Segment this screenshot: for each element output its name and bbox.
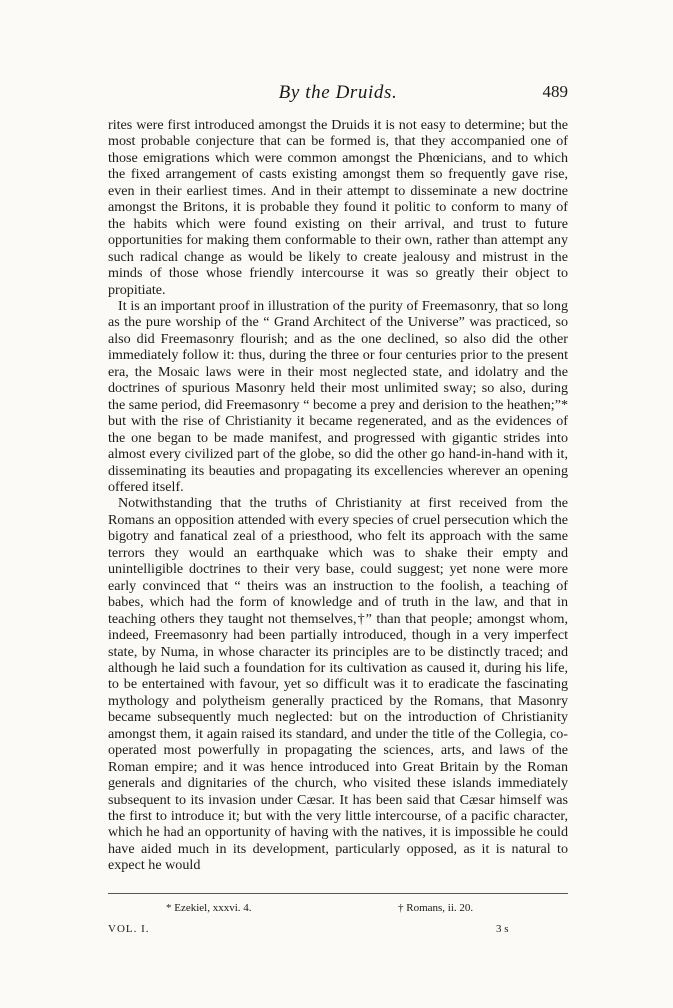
paragraph: rites were first introduced amongst the Druids it is not easy to determine; but the most probable conjecture that can be formed is, that they accompanied one of those emigrations which were common amongst the Phœnicians, and to which the fixed arrangement of casts existing amongst them so frequently gave rise, even in their earliest times. And in their attempt to disseminate a new doctrine amongst the Britons, it is probable they found it politic to conform to many of the habits which were found existing on their arrival, and trust to future opportunities for making them conformable to their own, rather than attempt any such radical change as would be likely to create jealousy and mistrust in the minds of those whose friendly intercourse it was so greatly their object to propitiate.: [108, 117, 568, 298]
running-title: By the Druids.: [278, 82, 398, 103]
signature-mark: 3 s: [496, 923, 509, 935]
paragraph: It is an important proof in illustration of the purity of Freemasonry, that so long as the pure worship of the “ Grand Architect of the Universe” was practiced, so also did Freemasonry flourish; and as the one declined, so also did the other immediately follow it: thus, during the three or four centuries prior to the present era, the Mosaic laws were in their most neglected state, and idolatry and the doctrines of spurious Masonry held their most unlimited sway; so also, during the same period, did Freemasonry “ become a prey and derision to the heathen;”* but with the rise of Christianity it became regenerated, and as the evidences of the one began to be made manifest, and progressed with gigantic strides into almost every civilized part of the globe, so did the other go hand-in-hand with it, disseminating its beauties and propagating its excellencies wherever an opening offered itself.: [108, 297, 568, 495]
volume-label: VOL. I.: [108, 923, 150, 935]
page-number: 489: [542, 82, 568, 101]
footnote-rule: [108, 893, 568, 894]
page-header: [108, 82, 568, 106]
paragraph: Notwithstanding that the truths of Christianity at first received from the Romans an opposition attended with every species of cruel persecution which the bigotry and fanatical zeal of a priesthood, who felt its approach with the same terrors they would an earthquake which was to shake their empty and unintelligible doctrines to their very base, could suggest; yet none were more early convinced that “ theirs was an instruction to the foolish, a teaching of babes, which had the form of knowledge and of truth in the law, and that in teaching others they taught not themselves,†” than that people; amongst whom, indeed, Freemasonry had been partially introduced, though in a very imperfect state, by Numa, in whose character its principles are to be distinctly traced; and although he laid such a foundation for its cultivation as caused it, during his life, to be entertained with favour, yet so difficult was it to eradicate the fascinating mythology and polytheism generally practiced by the Romans, that Masonry became subsequently much neglected: but on the introduction of Christianity amongst them, it again raised its standard, and under the title of the Collegia, co-operated most powerfully in propagating the sciences, arts, and laws of the Roman empire; and it was hence introduced into Great Britain by the Roman generals and dignitaries of the church, who visited these islands immediately subsequent to its invasion under Cæsar. It has been said that Cæsar himself was the first to introduce it; but with the very little intercourse, of a pacific character, which he had an opportunity of having with the natives, it is impossible he could have aided much in its development, particularly opposed, as it is natural to expect he would: [108, 495, 568, 874]
body-text: [108, 117, 568, 874]
footnote-ezekiel: * Ezekiel, xxxvi. 4.: [166, 902, 252, 914]
footnote-romans: † Romans, ii. 20.: [398, 902, 474, 914]
footnotes: [108, 902, 568, 918]
page-footer: [108, 923, 568, 939]
